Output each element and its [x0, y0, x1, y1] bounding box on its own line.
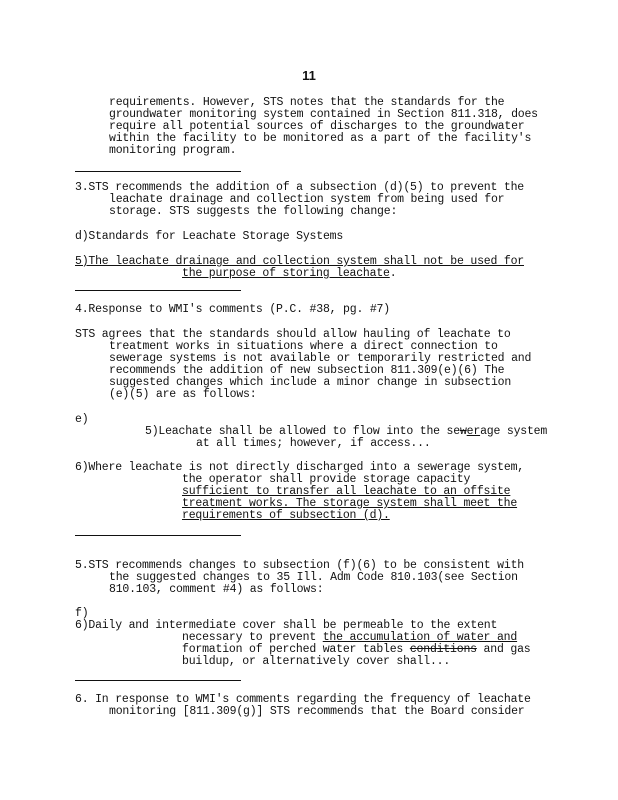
item4-e6-line-2: the operator shall provide storage capacity — [182, 473, 471, 486]
section-divider — [75, 290, 241, 291]
item4-e-label: e) — [75, 413, 89, 426]
intro-line-2: groundwater monitoring system contained in Section 811.318, does — [109, 108, 538, 121]
intro-line-1: requirements. However, STS notes that the standards for the — [109, 96, 505, 109]
text-segment: 5)Leachate shall be allowed to flow into the se — [145, 425, 460, 438]
intro-line-4: within the facility to be monitored as a part of the facility's — [109, 132, 532, 145]
section-divider — [75, 680, 241, 681]
intro-line-5: monitoring program. — [109, 144, 237, 157]
item4-heading: 4.Response to WMI's comments (P.C. #38, pg. #7) — [75, 303, 390, 316]
item3-inserted-line-2 — [182, 268, 396, 280]
item3-heading: d)Standards for Leachate Storage Systems — [75, 230, 344, 243]
item5-f-label: f) — [75, 607, 89, 620]
period-text: . — [389, 267, 397, 280]
inserted-text: er — [466, 425, 481, 438]
item5-line-2: the suggested changes to 35 Ill. Adm Code 810.103(see Section — [109, 571, 518, 584]
struck-text: w — [459, 425, 467, 438]
item4-para-line-5: suggested changes which include a minor change in subsection — [109, 376, 512, 389]
section-divider — [75, 535, 241, 536]
text-segment: and gas — [476, 643, 531, 656]
intro-line-3: require all potential sources of discharges to the groundwater — [109, 120, 525, 133]
item4-para-line-2: treatment works in situations where a direct connection to — [109, 340, 498, 353]
item5-f6-line-4: buildup, or alternatively cover shall... — [182, 655, 451, 668]
item3-line-2: leachate drainage and collection system from being used for — [109, 193, 505, 206]
text-segment: age system — [480, 425, 548, 438]
item5-line-3: 810.103, comment #4) as follows: — [109, 583, 324, 596]
struck-text: conditions — [409, 643, 477, 656]
item6-line-1: 6. In response to WMI's comments regarding the frequency of leachate — [75, 693, 531, 706]
section-divider — [75, 171, 241, 172]
item4-e6-line-3: sufficient to transfer all leachate to an offsite — [182, 485, 511, 498]
item4-e6-line-5: requirements of subsection (d). — [182, 509, 390, 522]
item3-inserted-line-1: 5)The leachate drainage and collection system shall not be used for — [75, 255, 524, 268]
inserted-text: the purpose of storing leachate — [182, 267, 390, 280]
item4-para-line-4: recommends the addition of new subsection 811.309(e)(6) The — [109, 364, 505, 377]
item4-e6-line-4: treatment works. The storage system shall meet the — [182, 497, 518, 510]
item4-para-line-3: sewerage systems is not available or temporarily restricted and — [109, 352, 532, 365]
item6-line-2: monitoring [811.309(g)] STS recommends that the Board consider — [109, 705, 525, 718]
page-number: 11 — [302, 68, 316, 83]
item3-line-3: storage. STS suggests the following change: — [109, 205, 398, 218]
item4-e6-line-1: 6)Where leachate is not directly discharged into a sewerage system, — [75, 461, 524, 474]
item4-para-line-6: (e)(5) are as follows: — [109, 388, 257, 401]
text-segment: necessary to prevent — [182, 631, 323, 644]
item4-e5-line-2: at all times; however, if access... — [196, 437, 431, 450]
item5-f6-line-1: 6)Daily and intermediate cover shall be permeable to the extent — [75, 619, 498, 632]
item4-para-line-1: STS agrees that the standards should allow hauling of leachate to — [75, 328, 511, 341]
item5-line-1: 5.STS recommends changes to subsection (f)(6) to be consistent with — [75, 559, 524, 572]
item3-line-1: 3.STS recommends the addition of a subsection (d)(5) to prevent the — [75, 181, 524, 194]
inserted-text: the accumulation of water and — [322, 631, 518, 644]
text-segment: formation of perched water tables — [182, 643, 410, 656]
